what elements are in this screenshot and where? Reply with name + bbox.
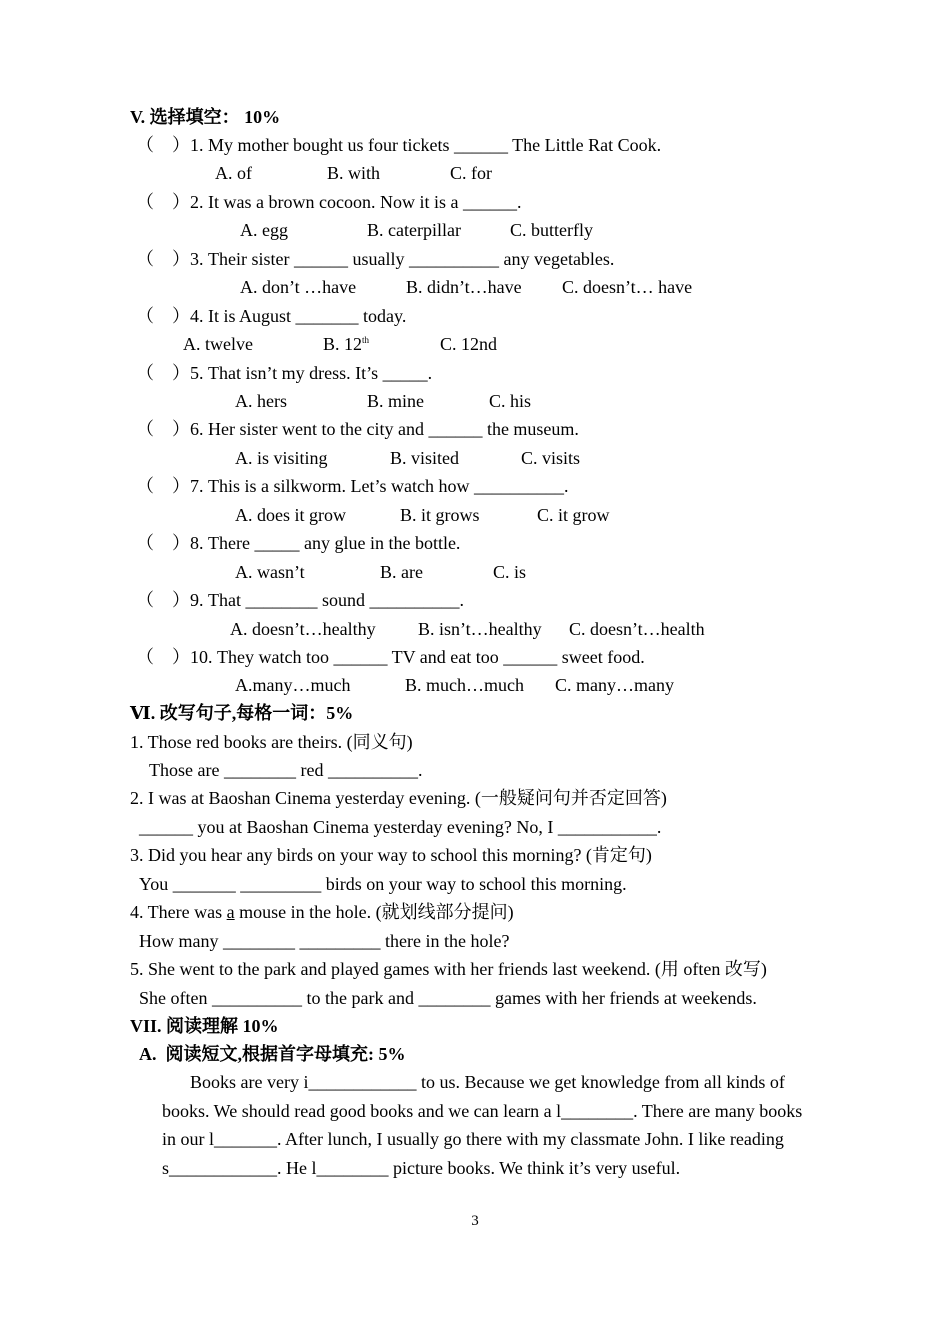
- option-b: B. mine: [367, 391, 424, 411]
- option-a: A.many…much: [235, 675, 351, 695]
- option-c: C. butterfly: [510, 220, 593, 240]
- option-b: B. much…much: [405, 675, 524, 695]
- answer-bracket: （ ）: [136, 249, 190, 269]
- option-a: A. of: [215, 163, 252, 183]
- option-c: C. doesn’t… have: [562, 277, 693, 297]
- option-b: B. visited: [390, 448, 460, 468]
- question-row: [136, 531, 460, 555]
- question-row: [136, 474, 568, 498]
- rewrite-question: 5. She went to the park and played games with her friends last weekend. (用 often 改写): [130, 959, 767, 979]
- option-c: C. visits: [521, 448, 581, 468]
- rewrite-question: 3. Did you hear any birds on your way to school this morning? (肯定句): [130, 845, 652, 865]
- option-c: C. doesn’t…health: [569, 619, 705, 639]
- rewrite-answer: ______ you at Baoshan Cinema yesterday evening? No, I ___________.: [139, 817, 662, 837]
- question-text: 1. My mother bought us four tickets ______ The Little Rat Cook.: [190, 135, 662, 155]
- option-b: B. didn’t…have: [406, 277, 522, 297]
- option-b: B. caterpillar: [367, 220, 461, 240]
- question-text: 3. Their sister ______ usually __________ any vegetables.: [190, 249, 615, 269]
- option-c: C. his: [489, 391, 532, 411]
- option-b: B. 12th: [323, 334, 370, 354]
- question-text: 2. It was a brown cocoon. Now it is a ______.: [190, 192, 522, 212]
- option-c: C. for: [450, 163, 492, 183]
- page-number: 3: [471, 1213, 479, 1229]
- question-text: 7. This is a silkworm. Let’s watch how __________.: [190, 476, 569, 496]
- section-5-title: V. 选择填空： 10%: [130, 107, 281, 127]
- question-row: [136, 361, 432, 385]
- option-a: A. egg: [240, 220, 288, 240]
- option-c: C. 12nd: [440, 334, 498, 354]
- answer-bracket: （ ）: [136, 590, 190, 610]
- option-c: C. it grow: [537, 505, 610, 525]
- question-row: [136, 247, 614, 271]
- superscript: th: [362, 335, 370, 345]
- rewrite-answer: How many ________ _________ there in the hole?: [139, 931, 510, 951]
- option-b: B. are: [380, 562, 423, 582]
- question-row: [136, 133, 661, 157]
- question-row: [136, 588, 464, 612]
- reading-passage: Books are very i____________ to us. Because we get knowledge from all kinds of books. We should read good books and we can learn a l________. There are many books in our l_______. After lunch, I usually go there with my classmate John. I like reading s____________. He l________ picture books. We think it’s very useful.: [162, 1072, 803, 1178]
- question-text: 9. That ________ sound __________.: [190, 590, 464, 610]
- section-7a-title: A. 阅读短文,根据首字母填充: 5%: [139, 1044, 406, 1064]
- question-row: [136, 645, 645, 669]
- question-text: 8. There _____ any glue in the bottle.: [190, 533, 461, 553]
- rewrite-answer: You _______ _________ birds on your way to school this morning.: [139, 874, 627, 894]
- option-b: B. isn’t…healthy: [418, 619, 542, 639]
- question-row: [136, 304, 406, 328]
- answer-bracket: （ ）: [136, 419, 190, 439]
- rewrite-question: 2. I was at Baoshan Cinema yesterday evening. (一般疑问句并否定回答): [130, 788, 667, 808]
- option-a: A. don’t …have: [240, 277, 357, 297]
- answer-bracket: （ ）: [136, 647, 190, 667]
- question-row: [136, 190, 521, 214]
- option-b: B. it grows: [400, 505, 480, 525]
- option-c: C. is: [493, 562, 527, 582]
- answer-bracket: （ ）: [136, 363, 190, 383]
- answer-bracket: （ ）: [136, 135, 190, 155]
- section-6-title: Ⅵ. 改写句子,每格一词：5%: [130, 703, 354, 723]
- answer-bracket: （ ）: [136, 533, 190, 553]
- option-a: A. does it grow: [235, 505, 346, 525]
- option-b: B. with: [327, 163, 381, 183]
- option-a: A. is visiting: [235, 448, 328, 468]
- option-a: A. hers: [235, 391, 287, 411]
- question-text: 4. It is August _______ today.: [190, 306, 407, 326]
- option-c: C. many…many: [555, 675, 674, 695]
- option-a: A. twelve: [183, 334, 253, 354]
- rewrite-answer: Those are ________ red __________.: [149, 760, 423, 780]
- option-a: A. doesn’t…healthy: [230, 619, 376, 639]
- answer-bracket: （ ）: [136, 476, 190, 496]
- answer-bracket: （ ）: [136, 306, 190, 326]
- option-a: A. wasn’t: [235, 562, 305, 582]
- answer-bracket: （ ）: [136, 192, 190, 212]
- underlined-word: a: [226, 902, 235, 922]
- rewrite-question: 1. Those red books are theirs. (同义句): [130, 732, 413, 752]
- rewrite-answer: She often __________ to the park and ________ games with her friends at weekends.: [139, 988, 757, 1008]
- question-text: 5. That isn’t my dress. It’s _____.: [190, 363, 433, 383]
- section-7-title: VII. 阅读理解 10%: [130, 1016, 279, 1036]
- rewrite-question: 4. There was a mouse in the hole. (就划线部分提问): [130, 902, 514, 922]
- question-row: [136, 417, 579, 441]
- question-text: 10. They watch too ______ TV and eat too ______ sweet food.: [190, 647, 645, 667]
- question-text: 6. Her sister went to the city and ______ the museum.: [190, 419, 579, 439]
